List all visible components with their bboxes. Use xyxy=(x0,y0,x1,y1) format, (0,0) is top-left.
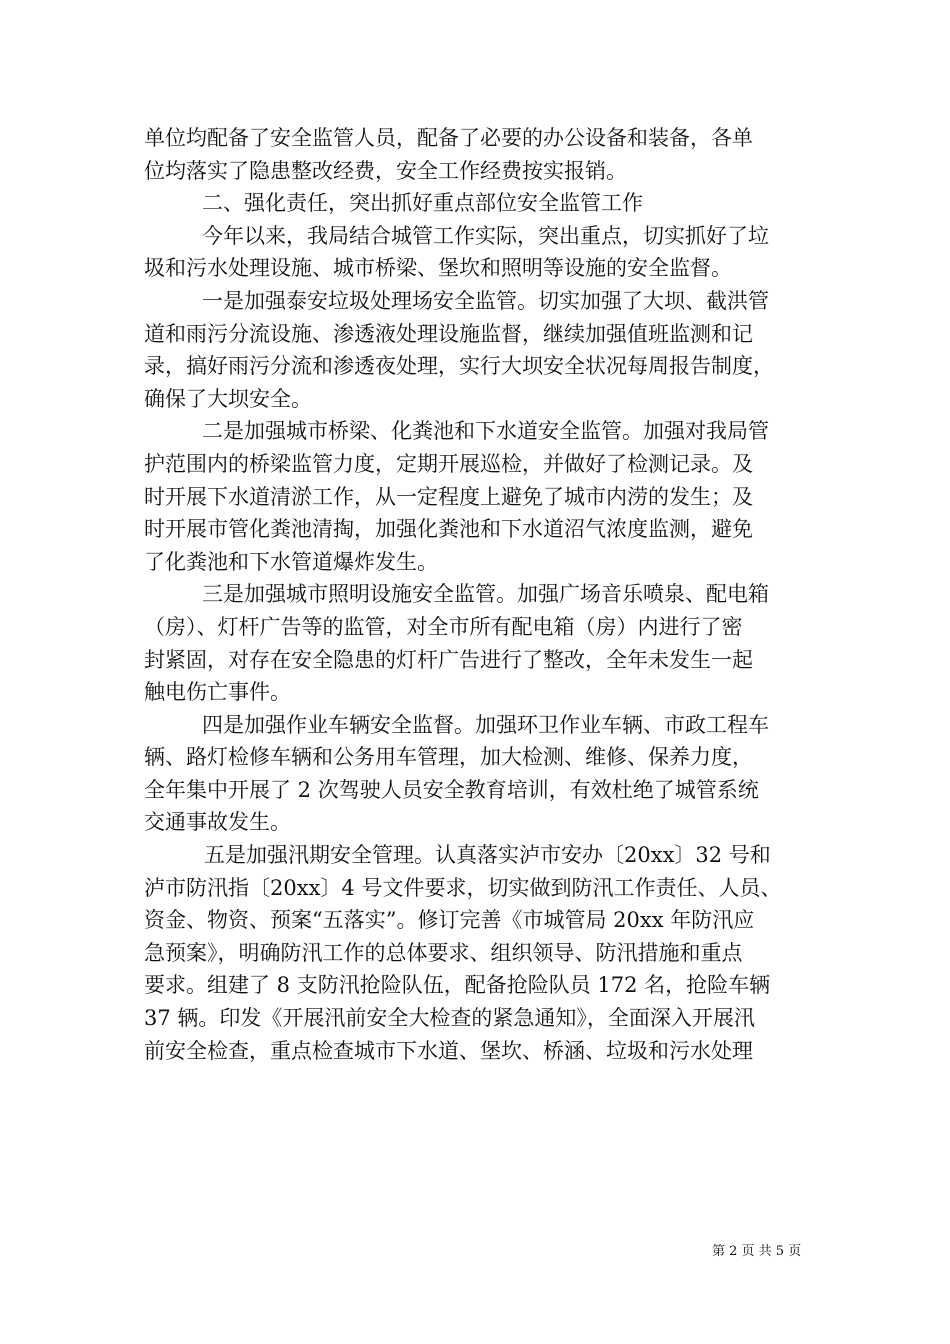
text-line: 交通事故发生。 xyxy=(144,810,291,835)
text-line: 前安全检查，重点检查城市下水道、堡坎、桥涵、垃圾和污水处理 xyxy=(144,1038,753,1063)
text-line: 护范围内的桥梁监管力度，定期开展巡检，并做好了检测记录。及 xyxy=(144,451,753,476)
text-line: 今年以来，我局结合城管工作实际，突出重点，切实抓好了垃 xyxy=(202,223,769,248)
text-line: 时开展下水道清淤工作，从一定程度上避免了城市内涝的发生；及 xyxy=(144,484,753,509)
text-line: 四是加强作业车辆安全监督。加强环卫作业车辆、市政工程车 xyxy=(202,712,769,737)
page-number: 第 2 页 共 5 页 xyxy=(712,1244,802,1259)
document-body xyxy=(144,122,814,1067)
text-line: 位均落实了隐患整改经费，安全工作经费按实报销。 xyxy=(144,158,627,183)
text-line: 圾和污水处理设施、城市桥梁、堡坎和照明等设施的安全监督。 xyxy=(144,256,732,281)
text-line: 一是加强泰安垃圾处理场安全监管。切实加强了大坝、截洪管 xyxy=(202,288,769,313)
text-line: 时开展市管化粪池清掏，加强化粪池和下水道沼气浓度监测，避免 xyxy=(144,517,753,542)
text-line: 全年集中开展了 2 次驾驶人员安全教育培训，有效杜绝了城管系统 xyxy=(144,777,759,802)
section-heading: 二、强化责任，突出抓好重点部位安全监管工作 xyxy=(202,191,643,216)
text-line: 泸市防汛指〔20xx〕4 号文件要求，切实做到防汛工作责任、人员、 xyxy=(144,875,782,900)
text-line: 封紧固，对存在安全隐患的灯杆广告进行了整改，全年未发生一起 xyxy=(144,647,753,672)
text-line: （房）、灯杆广告等的监管，对全市所有配电箱（房）内进行了密 xyxy=(144,614,743,639)
text-line: 五是加强汛期安全管理。认真落实泸市安办〔20xx〕32 号和 xyxy=(204,843,771,868)
text-line: 辆、路灯检修车辆和公务用车管理，加大检测、维修、保养力度， xyxy=(144,745,753,770)
text-line: 确保了大坝安全。 xyxy=(144,386,312,411)
text-line: 了化粪池和下水管道爆炸发生。 xyxy=(144,549,438,574)
text-line: 单位均配备了安全监管人员，配备了必要的办公设备和装备，各单 xyxy=(144,126,753,150)
text-line: 触电伤亡事件。 xyxy=(144,680,291,705)
text-line: 二是加强城市桥梁、化粪池和下水道安全监管。加强对我局管 xyxy=(202,419,769,444)
text-line: 急预案》，明确防汛工作的总体要求、组织领导、防汛措施和重点 xyxy=(144,940,743,965)
text-line: 资金、物资、预案“五落实”。修订完善《市城管局 20xx 年防汛应 xyxy=(144,908,755,933)
text-line: 道和雨污分流设施、渗透液处理设施监督，继续加强值班监测和记 xyxy=(144,321,753,346)
text-line: 录，搞好雨污分流和渗透夜处理，实行大坝安全状况每周报告制度， xyxy=(144,354,774,379)
text-line: 37 辆。印发《开展汛前安全大检查的紧急通知》，全面深入开展汛 xyxy=(144,1006,755,1031)
text-line: 三是加强城市照明设施安全监管。加强广场音乐喷泉、配电箱 xyxy=(202,582,769,607)
text-line: 要求。组建了 8 支防汛抢险队伍，配备抢险队员 172 名，抢险车辆 xyxy=(144,973,771,998)
